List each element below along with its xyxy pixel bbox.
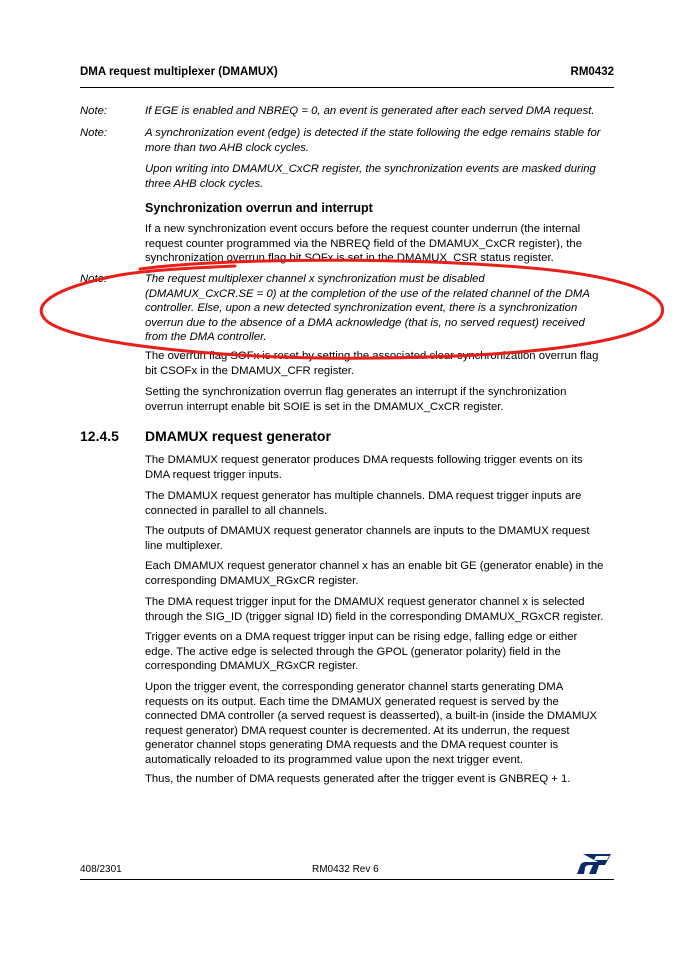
text-line: If a new synchronization event occurs before the request counter underrun (the internal	[145, 223, 581, 235]
paragraph-8	[145, 772, 615, 787]
paragraph-2	[145, 489, 615, 518]
text-line: The DMAMUX request generator has multiple channels. DMA request trigger inputs are	[145, 490, 582, 502]
note-line: controller. Else, upon a new detected synchronization event, there is a synchronization	[145, 302, 578, 315]
text-line: Each DMAMUX request generator channel x has an enable bit GE (generator enable) in the	[145, 560, 604, 572]
text-line: DMA request trigger inputs.	[145, 468, 282, 481]
footer-doc-revision: RM0432 Rev 6	[312, 864, 379, 875]
text-line: The DMAMUX request generator produces DMA requests following trigger events on its	[145, 454, 583, 466]
text-line: The DMA request trigger input for the DMAMUX request generator channel x is selected	[145, 596, 585, 608]
note-line: (DMAMUX_CxCR.SE = 0) at the completion of the use of the related channel of the DMA	[145, 287, 590, 300]
text-line: Thus, the number of DMA requests generated after the trigger event is GNBREQ + 1.	[145, 773, 571, 785]
note-line: three AHB clock cycles.	[145, 177, 264, 190]
header-chapter-title: DMA request multiplexer (DMAMUX)	[80, 66, 278, 78]
note-sync-event	[145, 126, 615, 155]
note-sync-mask	[145, 162, 615, 191]
text-line: request counter programmed via the NBREQ field of the DMAMUX_CxCR register), the	[145, 237, 582, 250]
page-header	[80, 66, 614, 84]
text-line: overrun interrupt enable bit SOIE is set in the DMAMUX_CxCR register.	[145, 400, 504, 413]
note-line: more than two AHB clock cycles.	[145, 141, 310, 154]
paragraph-flag-reset	[145, 349, 615, 378]
note-line: overrun due to the absence of a DMA acknowledge (that is, no served request) received	[145, 316, 585, 329]
paragraph-interrupt	[145, 385, 615, 414]
note-sync-disable	[145, 272, 615, 345]
text-line: line multiplexer.	[145, 539, 223, 552]
subheading-sync-overrun: Synchronization overrun and interrupt	[145, 201, 373, 215]
note-line: If EGE is enabled and NBREQ = 0, an event is generated after each served DMA request.	[145, 105, 595, 117]
footer-page-number: 408/2301	[80, 864, 122, 875]
text-line: bit CSOFx in the DMAMUX_CFR register.	[145, 364, 355, 377]
paragraph-3	[145, 524, 615, 553]
text-line: Trigger events on a DMA request trigger input can be rising edge, falling edge or either	[145, 631, 578, 643]
text-line: through the SIG_ID (trigger signal ID) field in the corresponding DMAMUX_RGxCR register.	[145, 610, 604, 623]
st-logo-icon	[576, 853, 612, 875]
text-line: The outputs of DMAMUX request generator channels are inputs to the DMAMUX request	[145, 525, 590, 537]
text-line: connected in parallel to all channels.	[145, 504, 328, 517]
note-line: from the DMA controller.	[145, 331, 267, 344]
text-line: generator channel stops generating DMA requests and the DMA request counter is	[145, 739, 559, 752]
header-rule	[80, 87, 614, 88]
footer-rule	[80, 879, 614, 880]
note-label: Note:	[80, 127, 108, 139]
text-line: requests on its output. Each time the DMAMUX generated request is served by the	[145, 695, 559, 708]
text-line: Upon the trigger event, the corresponding generator channel starts generating DMA	[145, 681, 564, 693]
text-line: connected DMA controller (a served request is deasserted), a built-in (inside the DMAMUX	[145, 710, 598, 723]
text-line: corresponding DMAMUX_RGxCR register.	[145, 660, 359, 673]
paragraph-overrun	[145, 222, 615, 266]
text-line: The overrun flag SOFx is reset by setting the associated clear synchronization overrun flag	[145, 350, 599, 362]
paragraph-4	[145, 559, 615, 588]
paragraph-7	[145, 680, 615, 768]
note-line: A synchronization event (edge) is detected if the state following the edge remains stable for	[145, 127, 601, 139]
section-title: DMAMUX request generator	[145, 428, 331, 444]
text-line: Setting the synchronization overrun flag generates an interrupt if the synchronization	[145, 386, 567, 398]
note-label: Note:	[80, 273, 108, 285]
paragraph-1	[145, 453, 615, 482]
note-ege	[145, 104, 615, 119]
section-number: 12.4.5	[80, 428, 119, 444]
header-doc-id: RM0432	[570, 66, 614, 78]
paragraph-5	[145, 595, 615, 624]
text-line: request generator) DMA request counter is decremented. At its underrun, the request	[145, 724, 570, 737]
text-line: corresponding DMAMUX_RGxCR register.	[145, 574, 359, 587]
text-line: synchronization overrun flag bit SOFx is set in the DMAMUX_CSR status register.	[145, 252, 554, 265]
text-line: automatically reloaded to its programmed value upon the next trigger event.	[145, 753, 524, 766]
note-line: Upon writing into DMAMUX_CxCR register, the synchronization events are masked during	[145, 163, 596, 175]
note-label: Note:	[80, 105, 108, 117]
note-line: The request multiplexer channel x synchronization must be disabled	[145, 273, 485, 285]
text-line: edge. The active edge is selected through the GPOL (generator polarity) field in the	[145, 645, 561, 658]
paragraph-6	[145, 630, 615, 674]
